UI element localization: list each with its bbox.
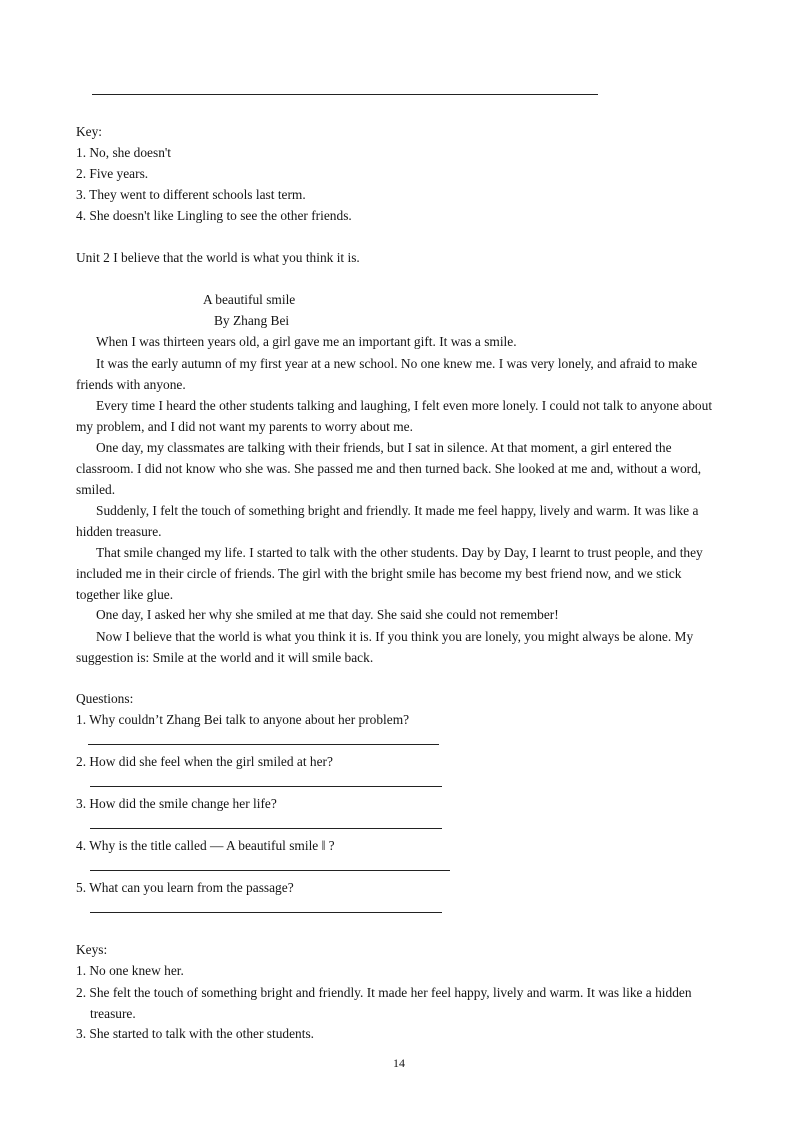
answer-line-5[interactable]: [90, 912, 442, 913]
story-paragraph-1: When I was thirteen years old, a girl gave me an important gift. It was a smile.: [96, 334, 517, 349]
answer-line-4[interactable]: [90, 870, 450, 871]
unit-title: Unit 2 I believe that the world is what you think it is.: [76, 250, 360, 265]
answer-line-1[interactable]: [88, 744, 439, 745]
story-paragraph-2: It was the early autumn of my first year at a new school. No one knew me. I was very lonely, and afraid to make friends with anyone.: [76, 356, 698, 393]
story-byline: By Zhang Bei: [214, 313, 290, 328]
answer-line-2[interactable]: [90, 786, 442, 787]
key-item-4: 4. She doesn't like Lingling to see the other friends.: [76, 208, 352, 223]
keys-item-3: 3. She started to talk with the other students.: [76, 1026, 315, 1041]
story-paragraph-7: One day, I asked her why she smiled at me that day. She said she could not remember!: [96, 607, 559, 622]
story-paragraph-6: That smile changed my life. I started to talk with the other students. Day by Day, I learnt to trust people, and they included me in their circle of friends. The girl with the bright smile has become my best friend now, and we stick together like glue.: [76, 545, 703, 603]
keys-heading: Keys:: [76, 942, 108, 957]
keys-item-1: 1. No one knew her.: [76, 963, 184, 978]
question-2: 2. How did she feel when the girl smiled at her?: [76, 754, 333, 769]
questions-heading: Questions:: [76, 691, 134, 706]
question-3: 3. How did the smile change her life?: [76, 796, 277, 811]
story-paragraph-3: Every time I heard the other students talking and laughing, I felt even more lonely. I could not talk to anyone about my problem, and I did not want my parents to worry about me.: [76, 398, 713, 435]
key-item-1: 1. No, she doesn't: [76, 145, 172, 160]
answer-line-top: [92, 94, 598, 95]
question-1: 1. Why couldn’t Zhang Bei talk to anyone about her problem?: [76, 712, 410, 727]
key-item-2: 2. Five years.: [76, 166, 149, 181]
story-paragraph-8: Now I believe that the world is what you think it is. If you think you are lonely, you might always be alone. My suggestion is: Smile at the world and it will smile back.: [76, 629, 694, 666]
story-paragraph-4: One day, my classmates are talking with their friends, but I sat in silence. At that moment, a girl entered the classroom. I did not know who she was. She passed me and then turned back. She looked at me and, without a word, smiled.: [76, 440, 702, 498]
question-4: 4. Why is the title called — A beautiful smile ‖ ?: [76, 838, 335, 853]
key-heading: Key:: [76, 124, 103, 139]
story-title: A beautiful smile: [203, 292, 296, 307]
story-paragraph-5: Suddenly, I felt the touch of something bright and friendly. It made me feel happy, lively and warm. It was like a hidden treasure.: [76, 503, 699, 540]
key-item-3: 3. They went to different schools last term.: [76, 187, 306, 202]
keys-item-2: 2. She felt the touch of something bright and friendly. It made her feel happy, lively and warm. It was like a hidden treasure.: [76, 985, 692, 1021]
page-number: 14: [393, 1056, 405, 1070]
question-5: 5. What can you learn from the passage?: [76, 880, 294, 895]
answer-line-3[interactable]: [90, 828, 442, 829]
